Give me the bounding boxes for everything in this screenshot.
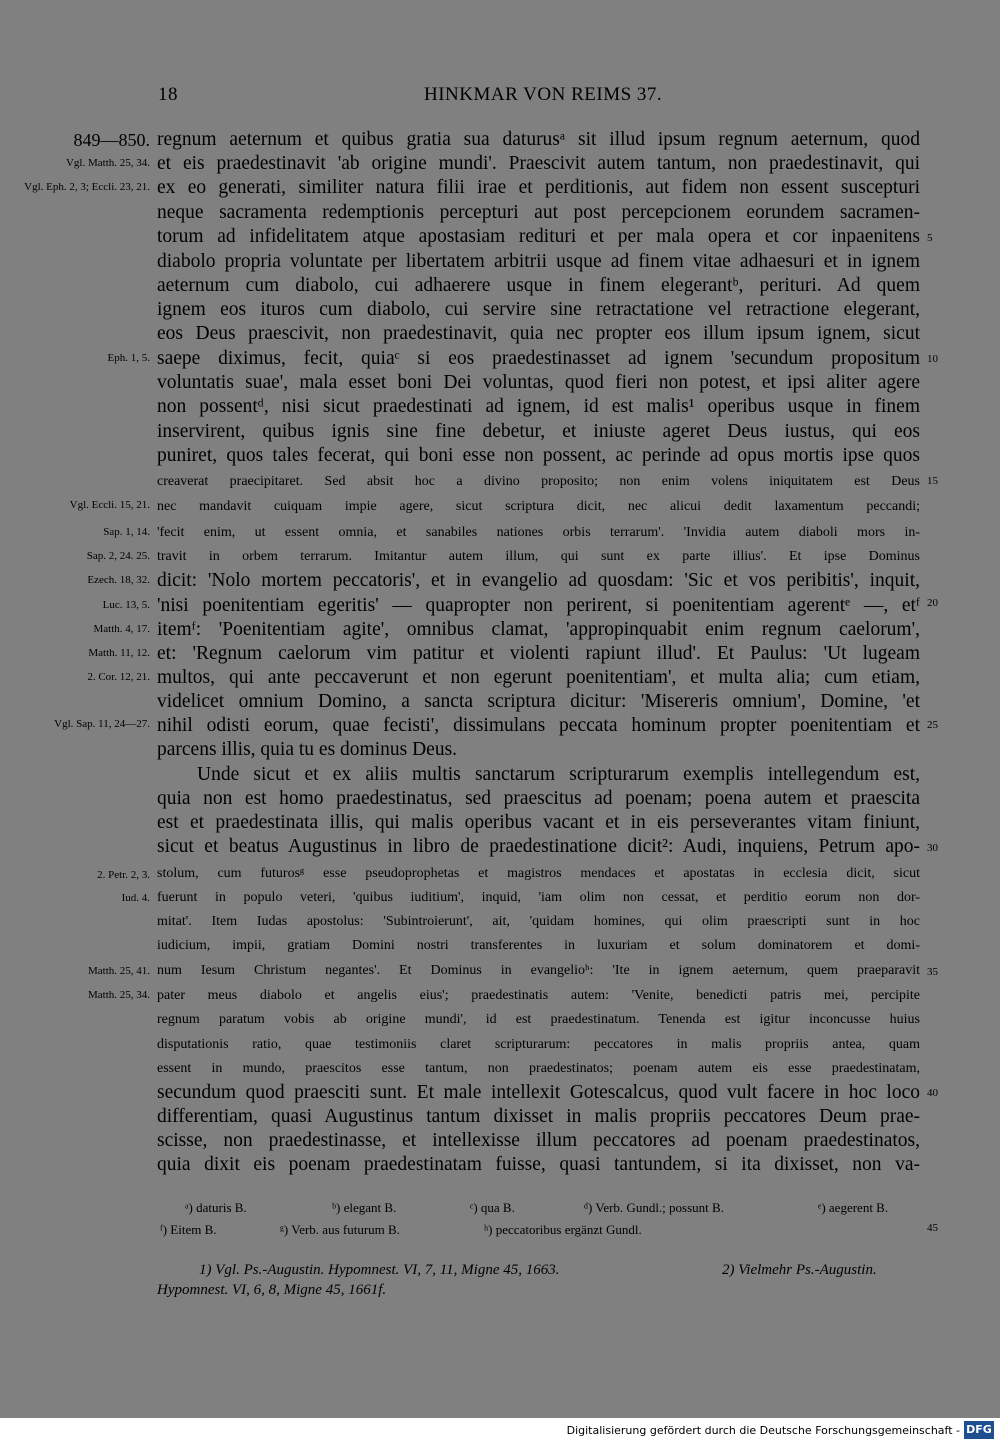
text-line: differentiam, quasi Augustinus tantum dixisset in malis propriis peccatores Deum prae- (157, 1106, 920, 1127)
margin-note: 2. Petr. 2, 3. (97, 869, 150, 881)
text-line: ignem eos ituros cum diabolo, cui servire sine retractatione vel retractione elegerant, (157, 299, 920, 320)
text-line: Unde sicut et ex aliis multis sanctarum scripturarum exemplis intellegendum est, (197, 764, 920, 785)
margin-note: Luc. 13, 5. (102, 599, 150, 611)
text-line: multos, qui ante peccaverunt et non egerunt poenitentiam', et multa alia; cum etiam, (157, 667, 920, 688)
text-line: sicut et beatus Augustinus in libro de praedestinatione dicit²: Audi, inquiens, Petrum apo- (157, 836, 920, 857)
margin-note: Vgl. Eccli. 15, 21. (69, 499, 150, 511)
dfg-logo: DFG (964, 1421, 994, 1439)
text-line: scisse, non praedestinasse, et intellexisse illum peccatores ad poenam praedestinatos, (157, 1130, 920, 1151)
footer-credit: Digitalisierung gefördert durch die Deutsche Forschungsgemeinschaft - (566, 1424, 960, 1437)
margin-note: Vgl. Matth. 25, 34. (65, 157, 150, 169)
text-line: creaverat praecipitaret. Sed absit hoc a divino proposito; non enim volens iniquitatem est Deus (157, 474, 920, 489)
line-number: 20 (927, 597, 938, 609)
text-line: 'fecit enim, ut essent omnia, et sanabiles nationes orbis terrarum'. 'Invidia autem diaboli mors in- (157, 525, 920, 540)
line-number: 5 (927, 232, 933, 244)
line-number: 40 (927, 1087, 938, 1099)
text-line: torum ad infidelitatem atque apostasiam redituri et per mala opera et cor inpaenitens (157, 226, 920, 247)
line-number: 30 (927, 842, 938, 854)
margin-note: Sap. 2, 24. 25. (86, 550, 150, 562)
margin-note: Matth. 4, 17. (93, 623, 150, 635)
text-line: regnum paratum vobis ab origine mundi', id est praedestinatum. Tenenda est igitur inconcusse huius (157, 1012, 920, 1027)
text-line: nec mandavit cuiquam impie agere, sicut scriptura dicit, nec alicui dedit laxamentum peccandi; (157, 499, 920, 514)
text-line: fuerunt in populo veteri, 'quibus iuditium', inquid, 'iam olim non cessat, et perditio eorum non dor- (157, 890, 920, 905)
margin-note: Vgl. Sap. 11, 24—27. (54, 718, 150, 730)
text-line: pater meus diabolo et angelis eius'; praedestinatis autem: 'Venite, benedicti patris mei, percipite (157, 988, 920, 1003)
text-line: secundum quod praesciti sunt. Et male intellexit Gotescalcus, quod vult facere in hoc loco (157, 1082, 920, 1103)
apparatus-b: ᵇ) elegant B. (332, 1200, 397, 1215)
text-line: aeternum cum diabolo, cui adhaerere usque in finem elegerantᵇ, perituri. Ad quem (157, 275, 920, 296)
text-line: dicit: 'Nolo mortem peccatoris', et in evangelio ad quosdam: 'Sic et vos peribitis', inquit, (157, 570, 920, 591)
running-title: HINKMAR VON REIMS 37. (424, 84, 663, 105)
text-line: mitat'. Item Iudas apostolus: 'Subintroierunt', ait, 'quidam homines, qui olim praescripti sunt in hoc (157, 914, 920, 929)
text-line: diabolo propria voluntate per libertatem arbitrii usque ad finem vitae adhaesuri et in ignem (157, 251, 920, 272)
apparatus-a: ᵃ) daturis B. (185, 1200, 247, 1215)
margin-note: Iud. 4. (121, 892, 150, 904)
footer-bar (0, 1418, 1000, 1445)
text-line: videlicet omnium Domino, a sancta scriptura dicitur: 'Misereris omnium', Domine, 'et (157, 691, 920, 712)
apparatus-f: ᶠ) Eitem B. (160, 1222, 217, 1237)
footnote-2: 2) Vielmehr Ps.-Augustin. (722, 1262, 877, 1278)
apparatus-d: ᵈ) Verb. Gundl.; possunt B. (584, 1200, 724, 1215)
footnote-continuation: Hypomnest. VI, 6, 8, Migne 45, 1661f. (157, 1282, 387, 1298)
text-line: inservirent, quibus ignis sine fine debetur, et iniuste ageret Deus iustus, qui eos (157, 421, 920, 442)
text-line: et eis praedestinavit 'ab origine mundi'. Praescivit autem tantum, non praedestinavit, qui (157, 153, 920, 174)
text-line: neque sacramenta redemptionis percepturi aut post percepcionem eorundem sacramen- (157, 202, 920, 223)
text-line: travit in orbem terrarum. Imitantur autem illum, qui sunt ex parte illius'. Et ipse Dominus (157, 549, 920, 564)
text-line: 'nisi poenitentiam egeritis' — quapropter non perirent, si poenitentiam agerentᵉ —, etᶠ (157, 595, 920, 616)
text-line: ex eo generati, similiter natura filii irae et perditionis, aut fidem non essent suscepturi (157, 177, 920, 198)
text-line: non possentᵈ, nisi sicut praedestinati ad ignem, id est malis¹ operibus usque in finem (157, 396, 920, 417)
text-line: nihil odisti eorum, quae fecisti', dissimulans peccata hominum propter poenitentiam et (157, 715, 920, 736)
text-line: iudicium, impii, gratiam Domini nostri transferentes in luxuriam et solum dominatorem et domi- (157, 938, 920, 953)
text-line: quia non est homo praedestinatus, sed praescitus ad poenam; poena autem et praescita (157, 788, 920, 809)
page-number: 18 (158, 84, 178, 105)
margin-note: 2. Cor. 12, 21. (87, 671, 150, 683)
margin-year: 849—850. (73, 130, 150, 150)
apparatus-h: ʰ) peccatoribus ergänzt Gundl. (484, 1222, 642, 1237)
line-number: 25 (927, 719, 938, 731)
line-number: 45 (927, 1222, 938, 1234)
text-line: saepe diximus, fecit, quiaᶜ si eos praedestinasset ad ignem 'secundum propositum (157, 348, 920, 369)
text-line: et: 'Regnum caelorum vim patitur et violenti rapiunt illud'. Et Paulus: 'Ut lugeam (157, 643, 920, 664)
margin-note: Matth. 11, 12. (88, 647, 150, 659)
apparatus-c: ᶜ) qua B. (470, 1200, 515, 1215)
apparatus-g: ᵍ) Verb. aus futurum B. (280, 1222, 400, 1237)
margin-note: Ezech. 18, 32. (87, 574, 150, 586)
text-line: essent in mundo, praescitos esse tantum, non praedestinatos; poenam autem eis esse praedestinatam, (157, 1061, 920, 1076)
margin-note: Sap. 1, 14. (103, 526, 150, 538)
apparatus-e: ᵉ) aegerent B. (818, 1200, 889, 1215)
margin-note: Matth. 25, 41. (87, 965, 150, 977)
text-line: num Iesum Christum negantes'. Et Dominus in evangelioʰ: 'Ite in ignem aeternum, quem praeparavit (157, 963, 920, 978)
text-line: est et praedestinata illis, qui malis operibus vacant et in eis perseverantes vitam finiunt, (157, 812, 920, 833)
text-line: quia dixit eis poenam praedestinatam fuisse, quasi tantundem, si ita dixisset, non va- (157, 1154, 920, 1175)
text-line: disputationis ratio, quae testimoniis claret scripturarum: peccatores in malis propriis antea, quam (157, 1037, 920, 1052)
text-line: itemᶠ: 'Poenitentiam agite', omnibus clamat, 'appropinquabit enim regnum caelorum', (157, 619, 920, 640)
margin-note: Vgl. Eph. 2, 3; Eccli. 23, 21. (24, 181, 150, 193)
text-line: regnum aeternum et quibus gratia sua daturusᵃ sit illud ipsum regnum aeternum, quod (157, 129, 920, 150)
margin-note: Eph. 1, 5. (107, 352, 150, 364)
text-line: voluntatis suae', mala esset boni Dei voluntas, quod fieri non potest, et ipsi aliter agere (157, 372, 920, 393)
text-line: eos Deus praescivit, non praedestinavit, quia nec propter eos illum ipsum ignem, sicut (157, 323, 920, 344)
text-line: parcens illis, quia tu es dominus Deus. (157, 739, 458, 760)
footnote-1: 1) Vgl. Ps.-Augustin. Hypomnest. VI, 7, 11, Migne 45, 1663. (199, 1262, 560, 1278)
text-line: stolum, cum futurosᵍ esse pseudoprophetas et magistros mendaces et apostatas in ecclesia dicit, sicut (157, 866, 920, 881)
line-number: 35 (927, 966, 938, 978)
text-line: puniret, quos tales fecerat, qui boni esse non possent, ac perinde ad opus mortis ipse quos (157, 445, 920, 466)
line-number: 10 (927, 353, 938, 365)
margin-note: Matth. 25, 34. (87, 989, 150, 1001)
line-number: 15 (927, 475, 938, 487)
